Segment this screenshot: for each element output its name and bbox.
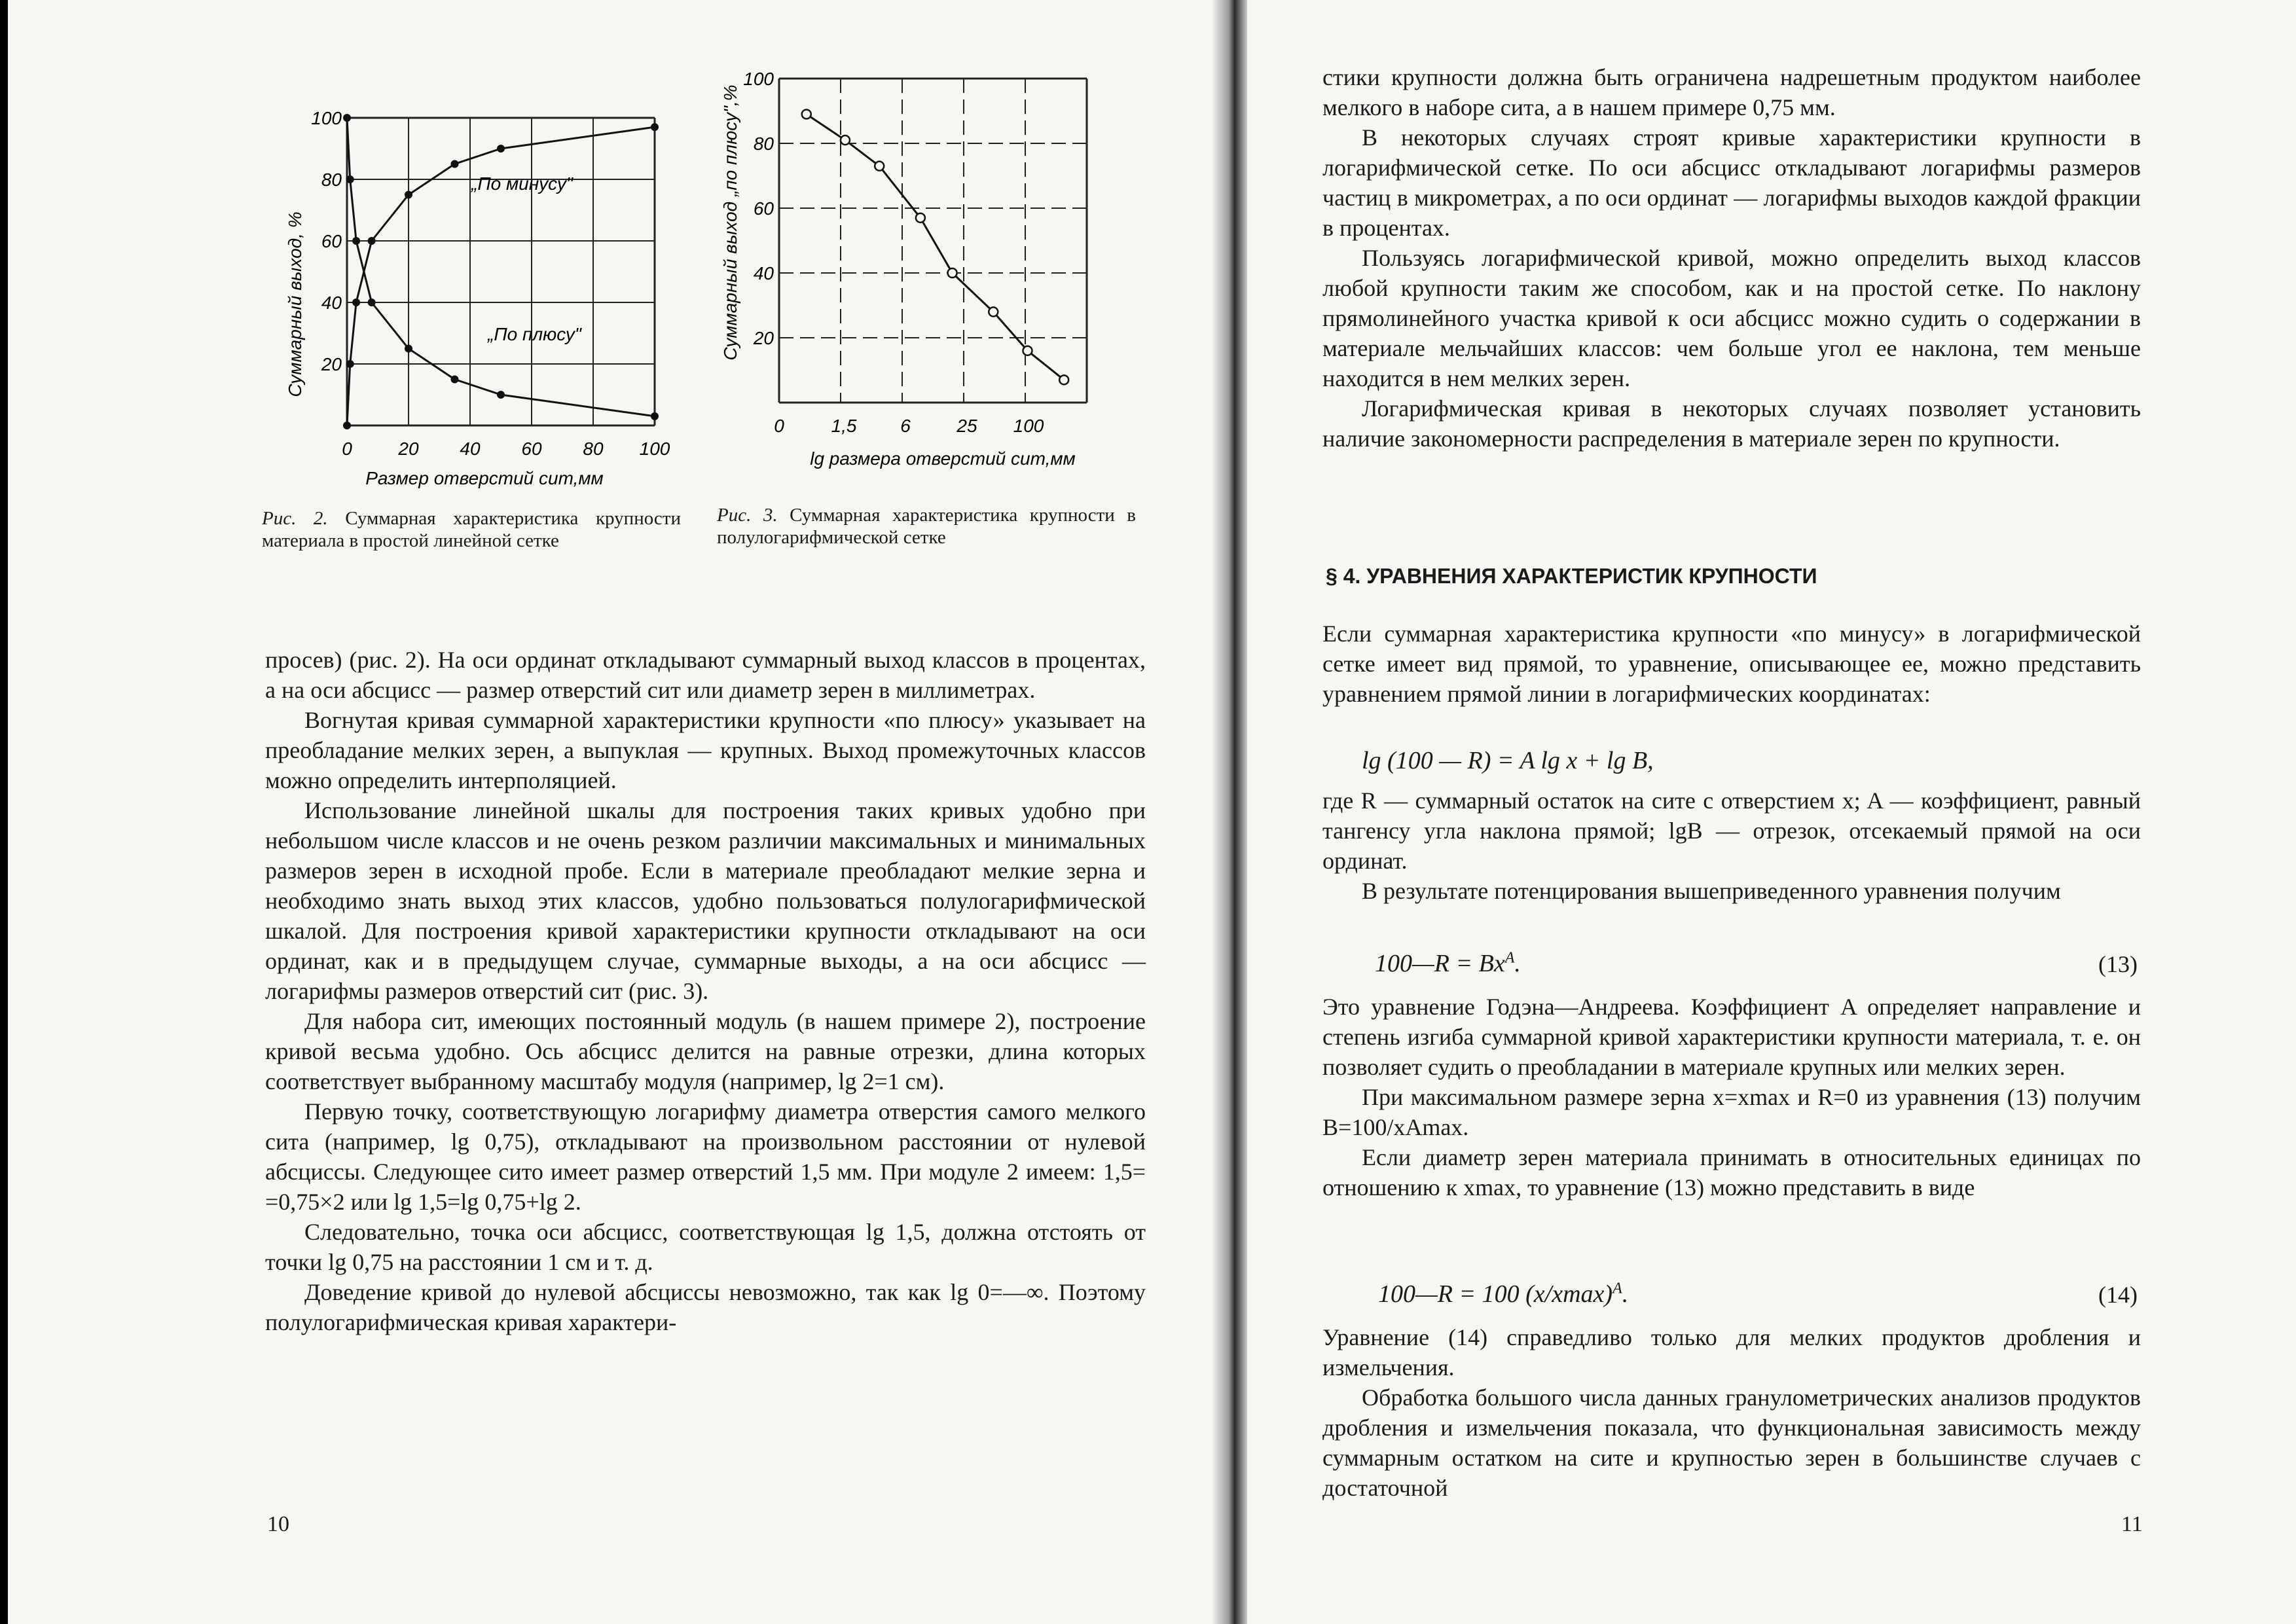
right-paragraph: Логарифмическая кривая в некоторых случаях позволяет установить наличие закономерности распределения в материале зерен по крупности.	[1322, 395, 2141, 452]
left-paragraph: Для набора сит, имеющих постоянный модуль (в нашем примере 2), построение кривой весьма удобно. Ось абсцисс делится на равные отрезки, длина которых соответствует выбранному масштабу модуля (например, lg 2=1 см).	[265, 1008, 1146, 1094]
equation-14-number: (14)	[2098, 1282, 2138, 1308]
figure-2-caption	[262, 507, 681, 552]
fig2-x-tick: 40	[460, 439, 481, 459]
right-paragraph: Обработка большого числа данных гранулометрических анализов продуктов дробления и измельчения показала, что функциональная зависимость между суммарным остатком на сите и крупностью зерен в большинстве случаев с достаточной	[1322, 1384, 2141, 1501]
book-gutter	[1211, 0, 1250, 1624]
fig2-data-point	[405, 345, 412, 353]
fig2-y-axis-label: Суммарный выход, %	[285, 211, 305, 397]
right-page-number: 11	[2121, 1512, 2143, 1536]
fig2-data-point	[451, 160, 459, 168]
fig2-data-point	[352, 237, 360, 245]
fig3-data-point	[802, 109, 811, 118]
right-paragraph: где R — суммарный остаток на сите с отверстием x; A — коэффициент, равный тангенсу угла наклона прямой; lgB — отрезок, отсекаемый прямой на оси ординат.	[1322, 787, 2141, 874]
fig2-data-point	[346, 175, 354, 183]
figure-2-chart	[255, 92, 701, 497]
figure-3-caption	[717, 504, 1136, 549]
right-where-text	[1322, 785, 2141, 906]
fig2-data-point	[352, 298, 360, 306]
right-bottom-text	[1322, 1322, 2141, 1503]
fig3-data-point	[875, 162, 884, 171]
right-paragraph: Уравнение (14) справедливо только для мелких продуктов дробления и измельчения.	[1322, 1324, 2141, 1380]
fig3-data-point	[948, 268, 957, 278]
equation-13-number: (13)	[2098, 951, 2138, 977]
equation-14	[1378, 1280, 1628, 1308]
fig3-x-tick: 100	[1013, 416, 1044, 436]
equation-13-end: .	[1514, 950, 1521, 977]
equation-13-exponent: A	[1504, 949, 1515, 967]
fig3-x-tick: 0	[774, 416, 784, 436]
fig2-data-point	[651, 123, 659, 131]
fig2-x-tick: 20	[398, 439, 419, 459]
right-paragraph: стики крупности должна быть ограничена надрешетным продуктом наиболее мелкого в наборе сита, а в нашем примере 0,75 мм.	[1322, 64, 2141, 120]
fig2-y-tick: 20	[321, 354, 342, 374]
fig2-data-point	[497, 391, 505, 399]
fig2-data-point	[346, 360, 354, 368]
fig3-y-tick: 40	[753, 263, 774, 283]
left-paragraph: Доведение кривой до нулевой абсциссы невозможно, так как lg 0=—∞. Поэтому полулогарифмическая кривая характери-	[265, 1279, 1146, 1335]
left-page-number: 10	[267, 1512, 289, 1536]
fig3-data-point	[989, 307, 998, 316]
figure-3-chart	[707, 59, 1133, 478]
right-top-text	[1322, 62, 2141, 454]
fig3-data-point	[1059, 375, 1068, 384]
left-paragraph: Использование линейной шкалы для построения таких кривых удобно при небольшом числе классов и не очень резком различии максимальных и минимальных размеров зерен в исходной пробе. Если в материале преобладают мелкие зерна и необходимо знать выход этих классов, удобно пользоваться полулогарифмической шкалой. Для построения кривой характеристики крупности откладывают на оси ординат, как и в предыдущем случае, суммарные выходы, а на оси абсцисс — логарифмы размеров отверстий сит (рис. 3).	[265, 797, 1146, 1004]
fig3-x-tick: 25	[957, 416, 977, 436]
fig2-series-line	[347, 118, 655, 416]
fig2-x-tick: 60	[521, 439, 542, 459]
fig2-x-tick: 0	[342, 439, 352, 459]
right-paragraph: При максимальном размере зерна x=xmax и R=0 из уравнения (13) получим B=100/xAmax.	[1322, 1084, 2141, 1140]
fig2-caption-text: Суммарная характеристика крупности материала в простой линейной сетке	[262, 508, 681, 551]
fig2-y-tick: 80	[321, 170, 342, 190]
fig2-data-point	[497, 145, 505, 153]
fig2-x-tick: 100	[639, 439, 670, 459]
left-paragraph: Первую точку, соответствующую логарифму диаметра отверстия самого мелкого сита (например, lg 0,75), откладывают на произвольном расстоянии от нулевой абсциссы. Следующее сито имеет размер отверстий 1,5 мм. При модуле 2 имеем: 1,5= =0,75×2 или lg 1,5=lg 0,75+lg 2.	[265, 1098, 1146, 1215]
fig2-x-axis-label: Размер отверстий сит,мм	[365, 468, 604, 488]
section-heading: § 4. УРАВНЕНИЯ ХАРАКТЕРИСТИК КРУПНОСТИ	[1326, 564, 1817, 588]
fig2-data-point	[368, 237, 376, 245]
fig2-data-point	[651, 412, 659, 420]
fig3-data-point	[916, 213, 925, 223]
fig3-caption-label: Рис. 3.	[717, 505, 778, 526]
fig2-label-minus: „По минусу"	[471, 173, 573, 194]
fig3-data-point	[1023, 346, 1032, 355]
fig2-y-tick: 60	[321, 231, 342, 251]
fig3-x-axis-label: lg размера отверстий сит,мм	[810, 448, 1076, 469]
right-godin-text	[1322, 992, 2141, 1202]
right-paragraph: В результате потенцирования вышеприведенного уравнения получим	[1362, 878, 2061, 904]
fig2-series-line	[347, 127, 655, 425]
fig2-data-point	[343, 422, 351, 429]
fig3-y-tick: 20	[753, 328, 774, 348]
fig2-y-tick: 100	[311, 108, 342, 128]
fig2-caption-label: Рис. 2.	[262, 508, 328, 529]
fig2-data-point	[368, 298, 376, 306]
right-paragraph: Если суммарная характеристика крупности «по минусу» в логарифмической сетке имеет вид прямой, то уравнение, описывающее ее, можно представить уравнением прямой линии в логарифмических координатах:	[1322, 621, 2141, 707]
right-page	[1247, 0, 2296, 1624]
fig3-x-tick: 6	[900, 416, 911, 436]
right-paragraph: Это уравнение Годэна—Андреева. Коэффициент A определяет направление и степень изгиба суммарной кривой характеристики крупности материала, т. е. он позволяет судить о преобладании в материале крупных или мелких зерен.	[1322, 994, 2141, 1080]
fig3-y-axis-label: Суммарный выход „по плюсу",%	[720, 84, 740, 361]
equation-log: lg (100 — R) = A lg x + lg B,	[1362, 747, 1654, 774]
fig3-y-tick: 60	[753, 198, 774, 219]
fig2-label-plus: „По плюсу"	[488, 324, 581, 344]
fig3-x-tick: 1,5	[831, 416, 857, 436]
fig3-data-point	[841, 135, 850, 145]
fig3-y-tick: 100	[743, 69, 774, 89]
fig3-y-tick: 80	[753, 134, 774, 154]
left-paragraph: просев) (рис. 2). На оси ординат откладывают суммарный выход классов в процентах, а на оси абсцисс — размер отверстий сит или диаметр зерен в миллиметрах.	[265, 647, 1146, 703]
left-body-text	[265, 645, 1146, 1337]
right-paragraph: Пользуясь логарифмической кривой, можно определить выход классов любой крупности таким же способом, как и на простой сетке. По наклону прямолинейного участка кривой к оси абсцисс можно судить о содержании в материале мельчайших классов: чем больше угол ее наклона, тем меньше находится в нем мелких зерен.	[1322, 245, 2141, 391]
right-paragraph: В некоторых случаях строят кривые характеристики крупности в логарифмической сетке. По оси абсцисс откладывают логарифмы размеров частиц в микрометрах, а по оси ординат — логарифмы выходов каждой фракции в процентах.	[1322, 124, 2141, 241]
right-paragraph: Если диаметр зерен материала принимать в относительных единицах по отношению к xmax, то уравнение (13) можно представить в виде	[1322, 1144, 2141, 1200]
fig3-caption-text: Суммарная характеристика крупности в полулогарифмической сетке	[717, 505, 1136, 548]
fig2-x-tick: 80	[583, 439, 604, 459]
equation-14-body: 100—R = 100 (x/xmax)	[1378, 1280, 1613, 1308]
right-eq-intro	[1322, 619, 2141, 709]
fig2-data-point	[343, 114, 351, 122]
equation-14-end: .	[1622, 1280, 1629, 1308]
page-edge-shadow	[0, 0, 8, 1624]
equation-14-exponent: A	[1613, 1280, 1622, 1297]
fig2-data-point	[451, 376, 459, 384]
left-paragraph: Вогнутая кривая суммарной характеристики крупности «по плюсу» указывает на преобладание мелких зерен, а выпуклая — крупных. Выход промежуточных классов можно определить интерполяцией.	[265, 707, 1146, 793]
left-paragraph: Следовательно, точка оси абсцисс, соответствующая lg 1,5, должна отстоять от точки lg 0,75 на расстоянии 1 см и т. д.	[265, 1219, 1146, 1275]
fig2-y-tick: 40	[321, 293, 342, 313]
fig2-data-point	[405, 191, 412, 199]
equation-13	[1375, 949, 1521, 978]
equation-13-body: 100—R = Bx	[1375, 950, 1505, 977]
